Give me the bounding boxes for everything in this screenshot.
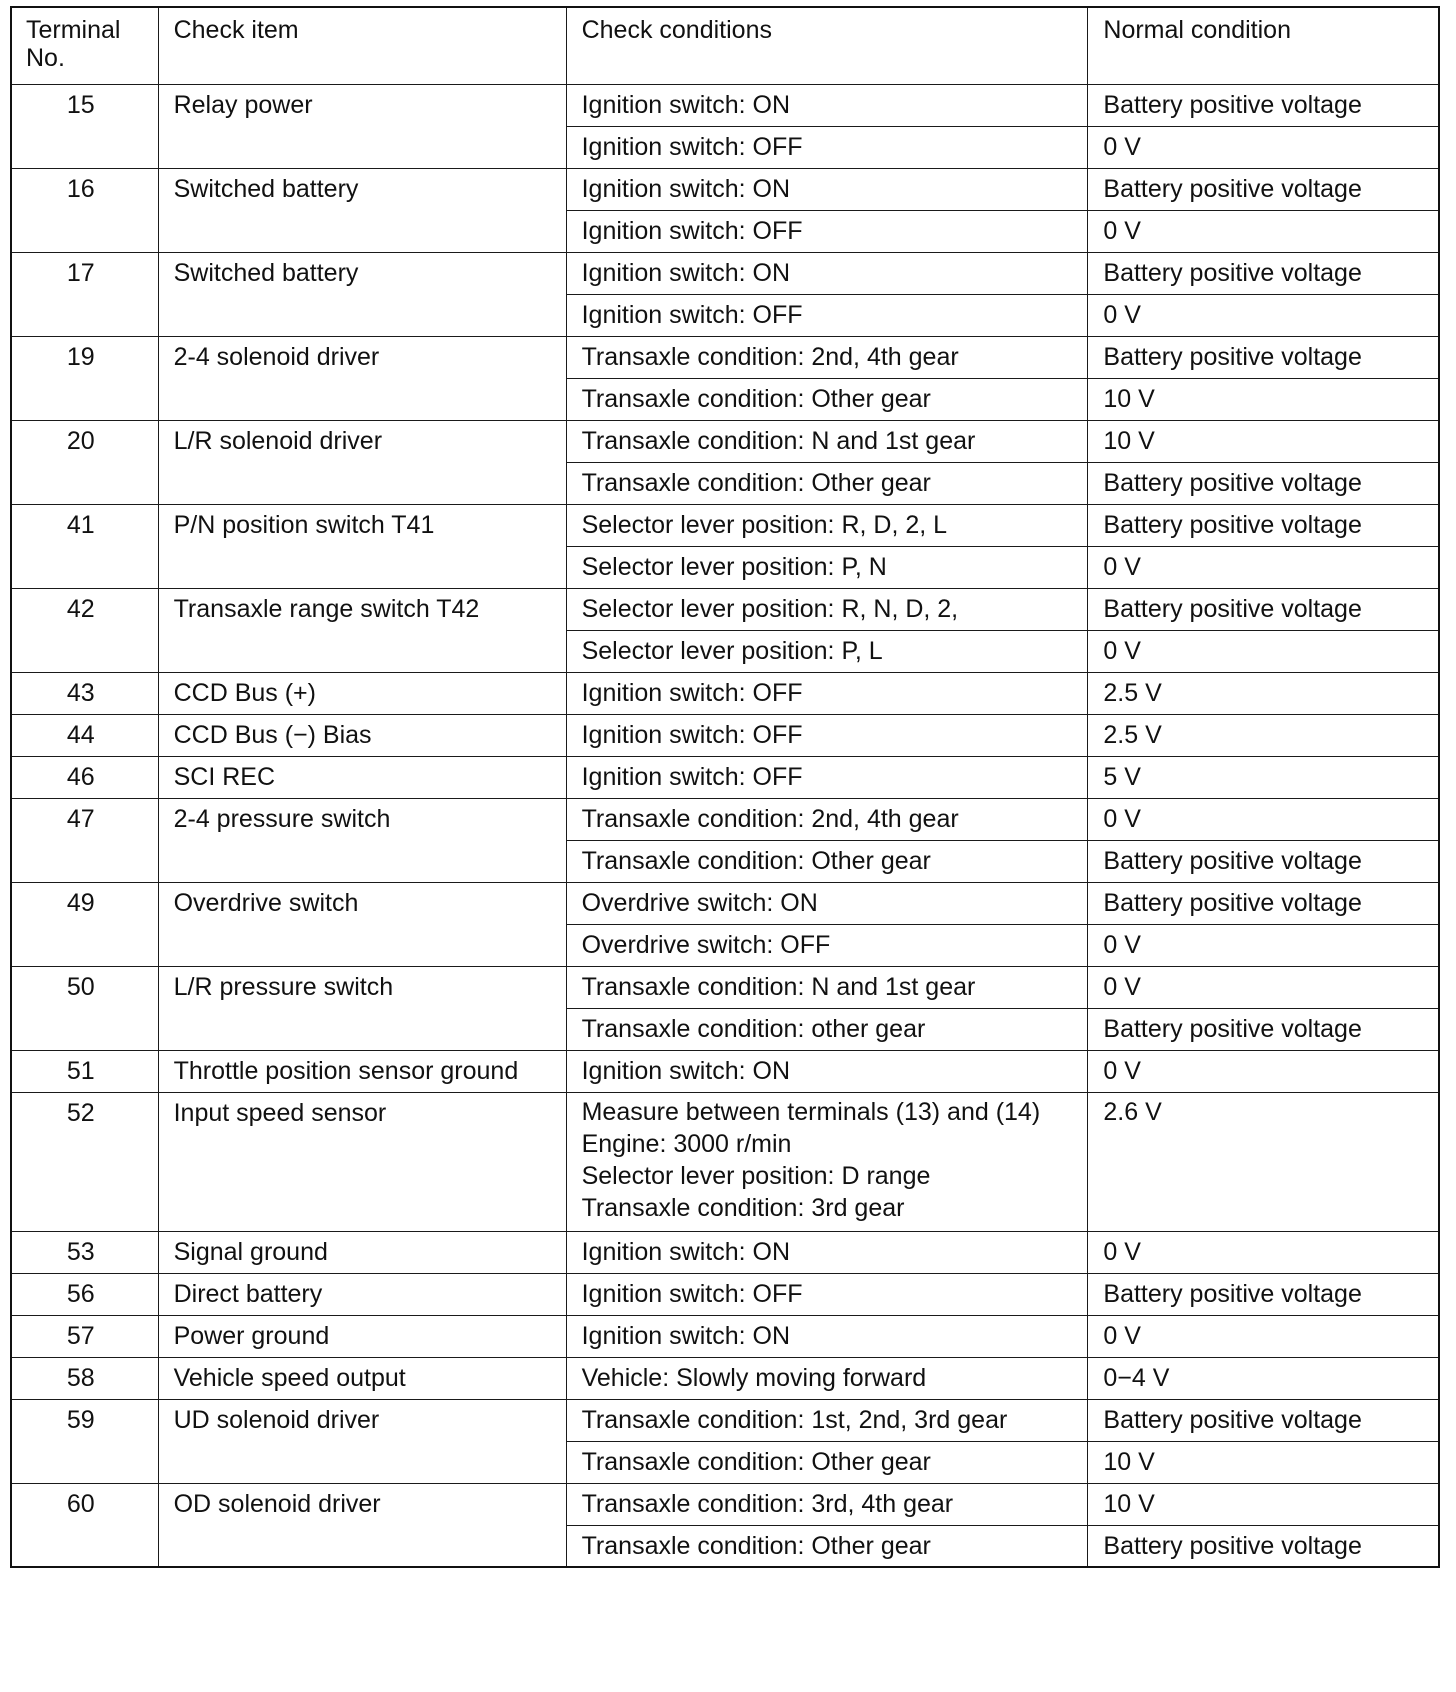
table-row	[11, 1273, 1439, 1315]
terminal-number-cell: 59	[11, 1399, 158, 1483]
check-item-cell: L/R solenoid driver	[158, 420, 566, 504]
check-condition-cell: Transaxle condition: Other gear	[566, 378, 1088, 420]
normal-condition-cell: Battery positive voltage	[1088, 882, 1439, 924]
normal-condition-cell: 0 V	[1088, 966, 1439, 1008]
terminal-number-cell: 58	[11, 1357, 158, 1399]
table-row	[11, 336, 1439, 378]
check-item-cell: OD solenoid driver	[158, 1483, 566, 1567]
check-item-cell: Direct battery	[158, 1273, 566, 1315]
terminal-number-cell: 15	[11, 84, 158, 168]
header-row	[11, 7, 1439, 84]
normal-condition-cell: 10 V	[1088, 378, 1439, 420]
check-condition-cell: Vehicle: Slowly moving forward	[566, 1357, 1088, 1399]
check-item-cell: Switched battery	[158, 168, 566, 252]
normal-condition-cell: Battery positive voltage	[1088, 462, 1439, 504]
terminal-number-cell: 46	[11, 756, 158, 798]
terminal-number-cell: 17	[11, 252, 158, 336]
check-condition-cell: Ignition switch: OFF	[566, 294, 1088, 336]
condition-line: Transaxle condition: 3rd gear	[581, 1193, 905, 1222]
table-row	[11, 504, 1439, 546]
table-row	[11, 420, 1439, 462]
check-item-cell: Vehicle speed output	[158, 1357, 566, 1399]
terminal-number-cell: 20	[11, 420, 158, 504]
normal-condition-cell: Battery positive voltage	[1088, 1525, 1439, 1567]
check-item-cell: Power ground	[158, 1315, 566, 1357]
header-terminal-no: Terminal No.	[11, 7, 158, 84]
check-condition-cell	[566, 1092, 1088, 1231]
table-body	[11, 84, 1439, 1567]
normal-condition-cell: 2.6 V	[1088, 1092, 1439, 1231]
normal-condition-cell: 2.5 V	[1088, 672, 1439, 714]
check-condition-cell: Transaxle condition: 3rd, 4th gear	[566, 1483, 1088, 1525]
terminal-number-cell: 49	[11, 882, 158, 966]
terminal-number-cell: 60	[11, 1483, 158, 1567]
check-item-cell: Input speed sensor	[158, 1092, 566, 1231]
terminal-number-cell: 43	[11, 672, 158, 714]
normal-condition-cell: 5 V	[1088, 756, 1439, 798]
terminal-check-table	[10, 6, 1440, 1568]
table-row	[11, 1092, 1439, 1231]
check-condition-cell: Ignition switch: OFF	[566, 210, 1088, 252]
normal-condition-cell: 0 V	[1088, 1315, 1439, 1357]
header-check-conditions: Check conditions	[566, 7, 1088, 84]
normal-condition-cell: 2.5 V	[1088, 714, 1439, 756]
header-check-item: Check item	[158, 7, 566, 84]
check-condition-cell: Ignition switch: OFF	[566, 756, 1088, 798]
normal-condition-cell: Battery positive voltage	[1088, 840, 1439, 882]
check-condition-cell: Overdrive switch: OFF	[566, 924, 1088, 966]
check-condition-cell: Transaxle condition: N and 1st gear	[566, 966, 1088, 1008]
normal-condition-cell: 10 V	[1088, 420, 1439, 462]
table-row	[11, 882, 1439, 924]
check-condition-cell: Transaxle condition: Other gear	[566, 1525, 1088, 1567]
table-row	[11, 252, 1439, 294]
table-row	[11, 1357, 1439, 1399]
check-condition-cell: Ignition switch: ON	[566, 1315, 1088, 1357]
table-row	[11, 1315, 1439, 1357]
check-condition-cell: Ignition switch: OFF	[566, 126, 1088, 168]
normal-condition-cell: 0−4 V	[1088, 1357, 1439, 1399]
normal-condition-cell: Battery positive voltage	[1088, 1273, 1439, 1315]
normal-condition-cell: 0 V	[1088, 798, 1439, 840]
check-item-cell: Transaxle range switch T42	[158, 588, 566, 672]
terminal-number-cell: 19	[11, 336, 158, 420]
normal-condition-cell: 0 V	[1088, 126, 1439, 168]
check-condition-cell: Transaxle condition: 2nd, 4th gear	[566, 798, 1088, 840]
normal-condition-cell: Battery positive voltage	[1088, 252, 1439, 294]
check-condition-cell: Transaxle condition: Other gear	[566, 840, 1088, 882]
normal-condition-cell: Battery positive voltage	[1088, 1399, 1439, 1441]
check-item-cell: Signal ground	[158, 1231, 566, 1273]
normal-condition-cell: Battery positive voltage	[1088, 588, 1439, 630]
check-condition-cell: Ignition switch: ON	[566, 84, 1088, 126]
check-item-cell: Throttle position sensor ground	[158, 1050, 566, 1092]
terminal-number-cell: 47	[11, 798, 158, 882]
check-item-cell: L/R pressure switch	[158, 966, 566, 1050]
table-row	[11, 168, 1439, 210]
table-row	[11, 966, 1439, 1008]
check-condition-cell: Transaxle condition: 2nd, 4th gear	[566, 336, 1088, 378]
check-item-cell: CCD Bus (−) Bias	[158, 714, 566, 756]
normal-condition-cell: 10 V	[1088, 1441, 1439, 1483]
table-row	[11, 1231, 1439, 1273]
check-condition-cell: Selector lever position: P, N	[566, 546, 1088, 588]
check-item-cell: CCD Bus (+)	[158, 672, 566, 714]
check-item-cell: UD solenoid driver	[158, 1399, 566, 1483]
terminal-number-cell: 53	[11, 1231, 158, 1273]
check-condition-cell: Transaxle condition: N and 1st gear	[566, 420, 1088, 462]
normal-condition-cell: 0 V	[1088, 294, 1439, 336]
check-condition-cell: Ignition switch: ON	[566, 1050, 1088, 1092]
table-row	[11, 672, 1439, 714]
table-row	[11, 588, 1439, 630]
normal-condition-cell: 0 V	[1088, 630, 1439, 672]
check-condition-cell: Ignition switch: ON	[566, 252, 1088, 294]
normal-condition-cell: Battery positive voltage	[1088, 1008, 1439, 1050]
check-item-cell: Overdrive switch	[158, 882, 566, 966]
check-condition-cell: Transaxle condition: 1st, 2nd, 3rd gear	[566, 1399, 1088, 1441]
check-condition-cell: Ignition switch: OFF	[566, 1273, 1088, 1315]
terminal-number-cell: 50	[11, 966, 158, 1050]
normal-condition-cell: 0 V	[1088, 210, 1439, 252]
normal-condition-cell: 10 V	[1088, 1483, 1439, 1525]
table-row	[11, 84, 1439, 126]
terminal-number-cell: 16	[11, 168, 158, 252]
check-condition-cell: Ignition switch: ON	[566, 1231, 1088, 1273]
check-item-cell: P/N position switch T41	[158, 504, 566, 588]
terminal-number-cell: 57	[11, 1315, 158, 1357]
terminal-number-cell: 56	[11, 1273, 158, 1315]
condition-line: Measure between terminals (13) and (14)	[581, 1097, 1041, 1126]
check-item-cell: Relay power	[158, 84, 566, 168]
check-item-cell: 2-4 pressure switch	[158, 798, 566, 882]
normal-condition-cell: Battery positive voltage	[1088, 168, 1439, 210]
check-condition-cell: Transaxle condition: other gear	[566, 1008, 1088, 1050]
header-normal-condition: Normal condition	[1088, 7, 1439, 84]
check-item-cell: Switched battery	[158, 252, 566, 336]
table-row	[11, 756, 1439, 798]
check-item-cell: SCI REC	[158, 756, 566, 798]
table-row	[11, 714, 1439, 756]
check-condition-cell: Ignition switch: ON	[566, 168, 1088, 210]
terminal-check-table-container	[10, 6, 1440, 1568]
normal-condition-cell: 0 V	[1088, 924, 1439, 966]
terminal-number-cell: 44	[11, 714, 158, 756]
terminal-number-cell: 41	[11, 504, 158, 588]
check-condition-cell: Ignition switch: OFF	[566, 672, 1088, 714]
terminal-number-cell: 52	[11, 1092, 158, 1231]
normal-condition-cell: Battery positive voltage	[1088, 504, 1439, 546]
check-condition-cell: Selector lever position: P, L	[566, 630, 1088, 672]
terminal-number-cell: 42	[11, 588, 158, 672]
table-row	[11, 1399, 1439, 1441]
normal-condition-cell: 0 V	[1088, 1231, 1439, 1273]
normal-condition-cell: Battery positive voltage	[1088, 84, 1439, 126]
table-row	[11, 1050, 1439, 1092]
condition-line: Selector lever position: D range	[581, 1161, 931, 1190]
check-condition-cell: Selector lever position: R, N, D, 2,	[566, 588, 1088, 630]
normal-condition-cell: Battery positive voltage	[1088, 336, 1439, 378]
condition-line: Engine: 3000 r/min	[581, 1129, 792, 1158]
table-row	[11, 1483, 1439, 1525]
check-condition-cell: Transaxle condition: Other gear	[566, 462, 1088, 504]
normal-condition-cell: 0 V	[1088, 546, 1439, 588]
check-condition-cell: Ignition switch: OFF	[566, 714, 1088, 756]
terminal-number-cell: 51	[11, 1050, 158, 1092]
table-row	[11, 798, 1439, 840]
check-item-cell: 2-4 solenoid driver	[158, 336, 566, 420]
normal-condition-cell: 0 V	[1088, 1050, 1439, 1092]
check-condition-cell: Transaxle condition: Other gear	[566, 1441, 1088, 1483]
check-condition-cell: Overdrive switch: ON	[566, 882, 1088, 924]
check-condition-cell: Selector lever position: R, D, 2, L	[566, 504, 1088, 546]
